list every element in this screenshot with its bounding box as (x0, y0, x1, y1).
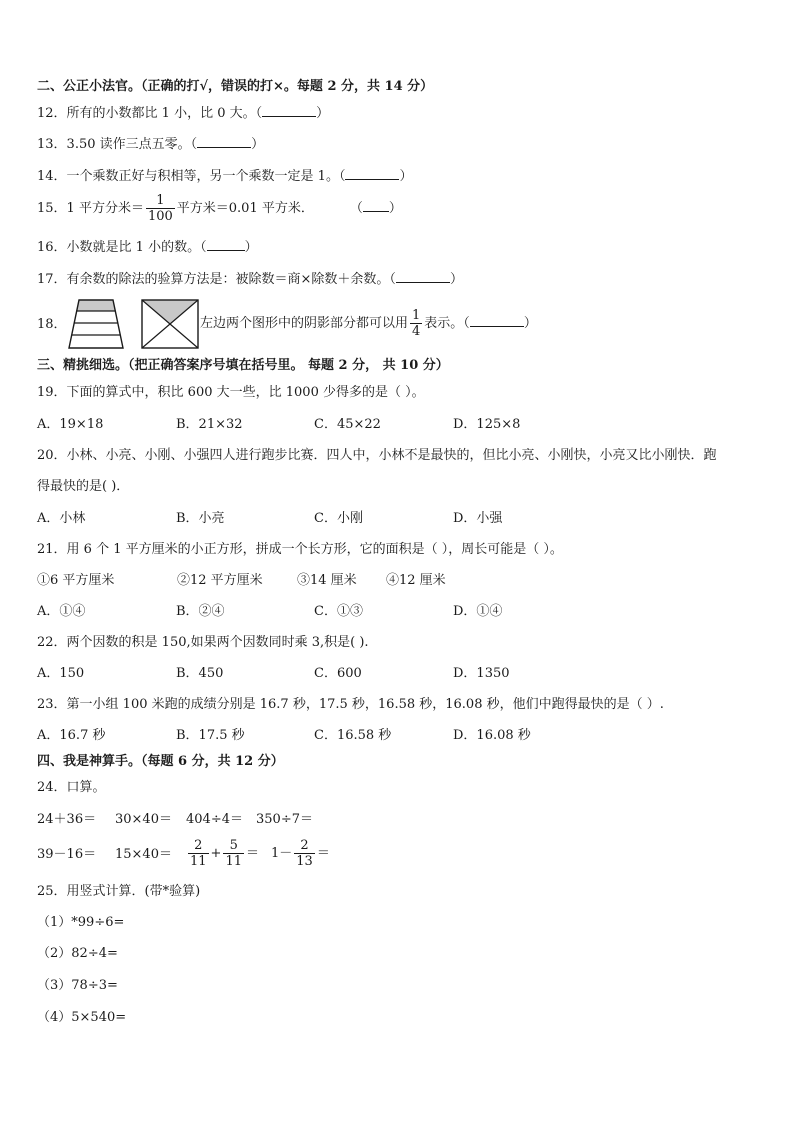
one-minus: 1－ (271, 846, 293, 861)
question-17-text: 17．有余数的除法的验算方法是：被除数＝商×除数＋余数。（ (37, 272, 396, 287)
question-12 (37, 104, 329, 123)
plus-sign: + (210, 846, 222, 861)
question-15-text-post: 平方米＝0.01 平方米． (176, 201, 314, 216)
mental-calc-2: 30×40＝ (115, 812, 172, 827)
fraction-denominator: 4 (412, 324, 421, 339)
q20-option-b[interactable]: B．小亮 (176, 511, 225, 526)
question-18 (200, 307, 537, 341)
paren-open: （ (349, 201, 363, 216)
section-4-title: 四、我是神算手。（每题 6 分，共 12 分） (37, 754, 284, 769)
paren-close: ） (449, 272, 463, 287)
answer-blank[interactable] (363, 199, 389, 212)
fraction-denominator: 100 (147, 209, 173, 224)
question-14 (37, 167, 412, 186)
q23-option-c[interactable]: C．16.58 秒 (314, 728, 392, 743)
q23-option-a[interactable]: A．16.7 秒 (37, 728, 106, 743)
q23-option-b[interactable]: B．17.5 秒 (176, 728, 245, 743)
q20-option-a[interactable]: A．小林 (37, 511, 86, 526)
q21-item-2: ②12 平方厘米 (177, 573, 263, 588)
question-13 (37, 135, 264, 154)
mental-calc-8 (271, 837, 330, 871)
fraction (146, 193, 175, 224)
paren-close: ） (388, 201, 402, 216)
question-20-line-1: 20．小林、小亮、小刚、小强四人进行跑步比赛．四人中，小林不是最快的，但比小亮、小刚快，小亮又比小刚快．跑 (37, 448, 717, 463)
q22-option-d[interactable]: D．1350 (453, 666, 510, 681)
equals-sign: ＝ (246, 846, 260, 861)
q19-option-a[interactable]: A．19×18 (37, 417, 104, 432)
question-21: 21．用 6 个 1 平方厘米的小正方形，拼成一个长方形，它的面积是（ ），周长可能是（ ）。 (37, 542, 563, 557)
question-22: 22．两个因数的积是 150,如果两个因数同时乘 3,积是( ). (37, 635, 369, 650)
equals-sign: ＝ (316, 846, 330, 861)
question-13-text: 13．3.50 读作三点五零。（ (37, 137, 198, 152)
question-18-number: 18． (37, 317, 67, 332)
square-diagonal-figure (141, 299, 199, 349)
fraction-numerator: 5 (229, 838, 238, 853)
q22-option-a[interactable]: A．150 (37, 666, 85, 681)
q21-item-3: ③14 厘米 (297, 573, 357, 588)
question-15-text: 15．1 平方分米＝ (37, 201, 144, 216)
answer-blank[interactable] (345, 167, 399, 180)
fraction-denominator: 13 (296, 854, 313, 869)
fraction-numerator: 1 (156, 193, 165, 208)
question-20-line-2: 得最快的是( )． (37, 479, 130, 494)
q25-item-4: （4）5×540= (37, 1010, 127, 1025)
section-2-title: 二、公正小法官。（正确的打√，错误的打×。每题 2 分，共 14 分） (37, 79, 434, 94)
fraction-numerator: 2 (300, 838, 309, 853)
mental-calc-6: 15×40＝ (115, 847, 172, 862)
question-23: 23．第一小组 100 米跑的成绩分别是 16.7 秒，17.5 秒，16.58 秒，16.08 秒，他们中跑得最快的是（ ）. (37, 697, 664, 712)
fraction (294, 838, 315, 869)
paren-close: ） (244, 240, 258, 255)
mental-calc-5: 39－16＝ (37, 847, 97, 862)
question-14-text: 14．一个乘数正好与积相等，另一个乘数一定是 1。（ (37, 169, 346, 184)
q21-item-1: ①6 平方厘米 (37, 573, 115, 588)
q22-option-b[interactable]: B．450 (176, 666, 224, 681)
question-18-text: 左边两个图形中的阴影部分都可以用 (200, 316, 409, 331)
question-18-text-post: 表示。（ (424, 316, 470, 331)
mental-calc-7 (186, 837, 259, 871)
q21-option-c[interactable]: C．①③ (314, 604, 363, 619)
q25-item-2: （2）82÷4= (37, 946, 118, 961)
mental-calc-1: 24＋36＝ (37, 812, 97, 827)
q21-option-b[interactable]: B．②④ (176, 604, 225, 619)
fraction-numerator: 1 (412, 308, 421, 323)
fraction (410, 308, 422, 339)
fraction-numerator: 2 (194, 838, 203, 853)
fraction-denominator: 11 (225, 854, 242, 869)
question-12-text: 12．所有的小数都比 1 小，比 0 大。（ (37, 106, 263, 121)
question-15 (37, 192, 402, 226)
question-17 (37, 270, 463, 289)
question-16 (37, 238, 258, 257)
paren-close: ） (251, 137, 265, 152)
answer-blank[interactable] (197, 135, 251, 148)
q21-option-a[interactable]: A．①④ (37, 604, 86, 619)
q19-option-d[interactable]: D．125×8 (453, 417, 521, 432)
fraction-denominator: 11 (190, 854, 207, 869)
answer-blank[interactable] (396, 270, 450, 283)
question-19: 19．下面的算式中，积比 600 大一些，比 1000 少得多的是（ ）。 (37, 385, 425, 400)
mental-calc-4: 350÷7＝ (256, 812, 313, 827)
question-25: 25．用竖式计算．(带*验算) (37, 884, 201, 899)
section-3-title: 三、精挑细选。（把正确答案序号填在括号里。 每题 2 分， 共 10 分） (37, 358, 449, 373)
answer-blank[interactable] (262, 104, 316, 117)
q23-option-d[interactable]: D．16.08 秒 (453, 728, 531, 743)
paren-close: ） (316, 106, 330, 121)
q25-item-3: （3）78÷3= (37, 978, 118, 993)
answer-blank[interactable] (470, 314, 524, 327)
fraction (223, 838, 244, 869)
q19-option-b[interactable]: B．21×32 (176, 417, 243, 432)
fraction (188, 838, 209, 869)
paren-close: ） (523, 316, 537, 331)
q20-option-c[interactable]: C．小刚 (314, 511, 363, 526)
trapezoid-figure (68, 299, 124, 349)
q25-item-1: （1）*99÷6= (37, 915, 125, 930)
q20-option-d[interactable]: D．小强 (453, 511, 503, 526)
q22-option-c[interactable]: C．600 (314, 666, 362, 681)
paren-close: ） (399, 169, 413, 184)
q21-option-d[interactable]: D．①④ (453, 604, 503, 619)
q21-item-4: ④12 厘米 (386, 573, 446, 588)
question-24: 24．口算。 (37, 780, 106, 795)
answer-blank[interactable] (207, 238, 245, 251)
question-16-text: 16．小数就是比 1 小的数。（ (37, 240, 207, 255)
mental-calc-3: 404÷4＝ (186, 812, 243, 827)
q19-option-c[interactable]: C．45×22 (314, 417, 381, 432)
